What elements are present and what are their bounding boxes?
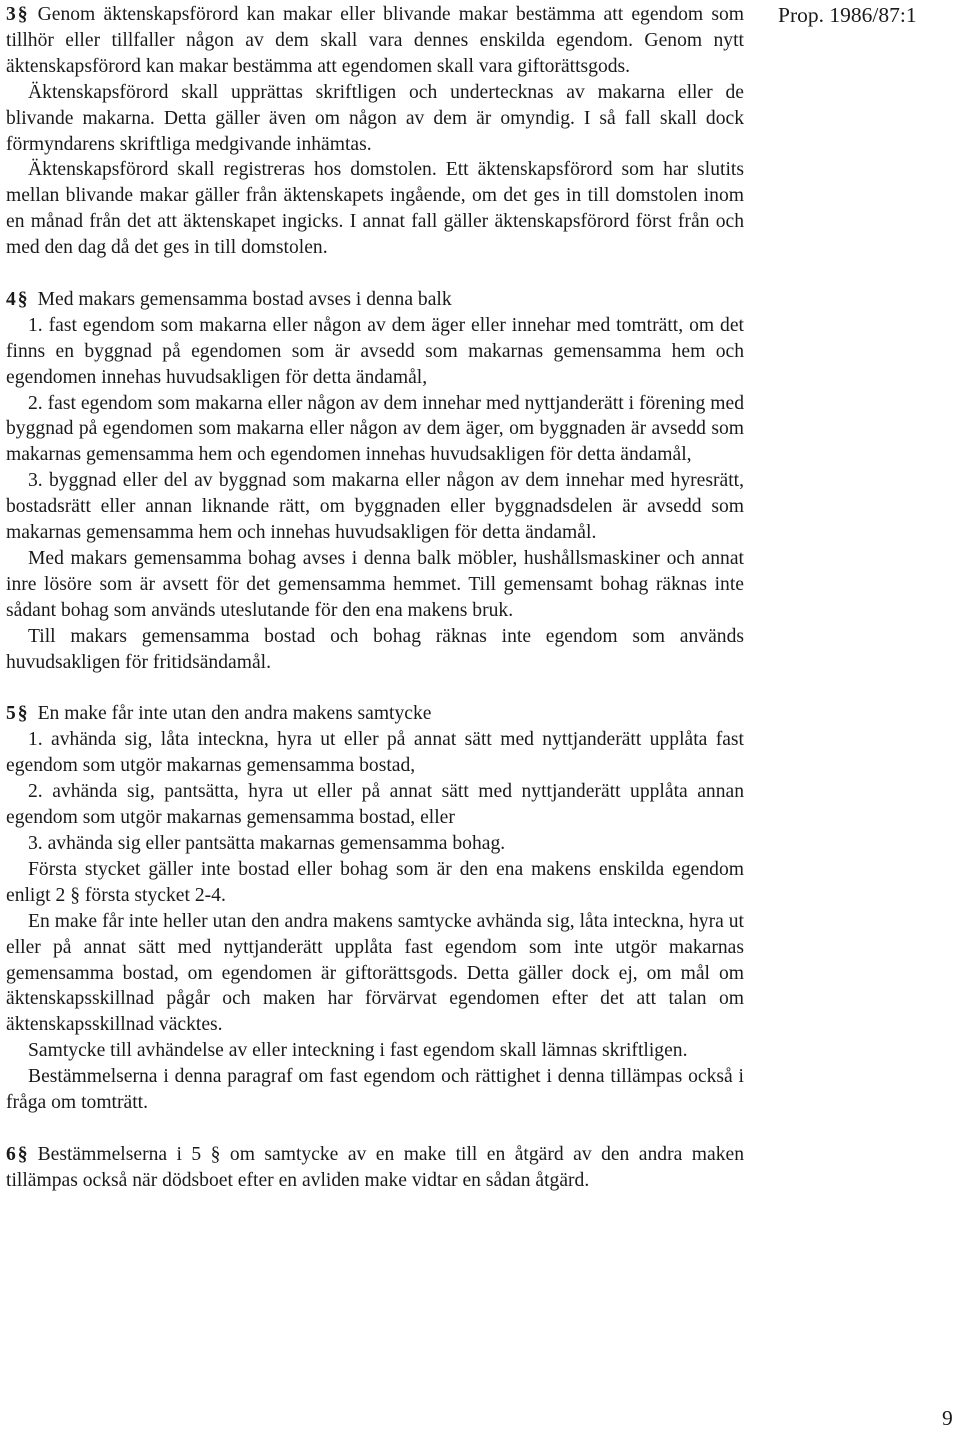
section-3-paragraph-3: Äktenskapsförord skall registreras hos domstolen. Ett äktenskapsförord som har slutits mellan blivande makar gäller från äktenskapets ingående, om det ges in till domstolen inom en månad från det att äktenskapet ingicks. I annat fall gäller äktenskapsförord först från och med den dag då det ges in till domstolen. [6, 159, 744, 259]
section-5-paragraph-2: Första stycket gäller inte bostad eller bohag som är den ena makens enskilda egendom enligt 2 § första stycket 2-4. [6, 858, 744, 906]
proposition-reference: Prop. 1986/87:1 [778, 3, 917, 27]
section-number: 3 [6, 4, 16, 25]
section-5 [6, 701, 744, 1116]
section-sign: § [17, 703, 28, 725]
section-4-paragraph-2: Med makars gemensamma bohag avses i denna balk möbler, hushållsmaskiner och annat inre lösöre som är avsett för det gemensamma hemmet. Till gemensamt bohag räknas inte sådant bohag som används uteslutande för den ena makens bruk. [6, 548, 744, 621]
section-heading-text: En make får inte utan den andra makens samtycke [37, 703, 432, 725]
paragraph-text: Bestämmelserna i 5 § om samtycke av en make till en åtgärd av den andra maken tillämpas också när dödsboet efter en avliden make vidtar en sådan åtgärd. [6, 1143, 744, 1191]
section-5-paragraph-5: Bestämmelserna i denna paragraf om fast egendom och rättighet i denna tillämpas också i fråga om tomträtt. [6, 1066, 744, 1114]
section-3 [6, 2, 744, 261]
section-sign: § [17, 1143, 28, 1165]
section-number: 5 [6, 703, 16, 725]
section-5-heading [6, 701, 744, 727]
section-sign: § [17, 4, 28, 25]
section-sign: § [17, 288, 28, 310]
section-number: 4 [6, 288, 16, 310]
paragraph-text: Genom äktenskapsförord kan makar eller blivande makar bestämma att egendom som tillhör eller tillfaller någon av dem skall vara dennes enskilda egendom. Genom nytt äktenskapsförord kan makar bestämma att egendomen skall vara giftorättsgods. [6, 4, 744, 77]
statute-text [6, 2, 744, 1194]
section-5-paragraph-4: Samtycke till avhändelse av eller inteckning i fast egendom skall lämnas skriftligen. [28, 1040, 688, 1062]
section-5-paragraph-3: En make får inte heller utan den andra makens samtycke avhända sig, låta inteckna, hyra ut eller på annat sätt med nyttjanderätt upplåta fast egendom som inte utgör makarnas gemensamma bostad, om egendomen är giftorättsgods. Detta gäller dock ej, om mål om äktenskapsskillnad pågår och maken har förvärvat egendomen efter det att talan om äktenskapsskillnad väcktes. [6, 910, 744, 1036]
section-4-item-1: 1. fast egendom som makarna eller någon av dem äger eller innehar med tomträtt, om det finns en byggnad på egendomen som är avsedd som makarnas gemensamma hem och egendomen innehas huvudsakligen för detta ändamål, [6, 314, 744, 388]
section-5-item-2: 2. avhända sig, pantsätta, hyra ut eller på annat sätt med nyttjanderätt upplåta annan egendom som utgör makarnas gemensamma bostad, eller [6, 781, 744, 829]
section-3-first-paragraph [6, 2, 744, 80]
section-4 [6, 287, 744, 676]
section-4-item-3: 3. byggnad eller del av byggnad som makarna eller någon av dem innehar med hyresrätt, bostadsrätt eller annan liknande rätt, om byggnaden eller byggnadsdelen är avsedd som makarnas gemensamma hem och innehas huvudsakligen för detta ändamål. [6, 470, 744, 544]
section-heading-text: Med makars gemensamma bostad avses i denna balk [37, 288, 452, 310]
section-5-item-1: 1. avhända sig, låta inteckna, hyra ut eller på annat sätt med nyttjanderätt upplåta fast egendom som utgör makarnas gemensamma bostad, [6, 729, 744, 777]
section-4-paragraph-3: Till makars gemensamma bostad och bohag räknas inte egendom som används huvudsakligen för fritidsändamål. [6, 625, 744, 673]
page-number: 9 [942, 1406, 953, 1430]
section-6-paragraph [6, 1142, 744, 1194]
section-5-item-3: 3. avhända sig eller pantsätta makarnas gemensamma bohag. [28, 832, 506, 854]
section-4-heading [6, 287, 744, 313]
section-4-item-2: 2. fast egendom som makarna eller någon av dem innehar med nyttjanderätt i förening med byggnad på egendomen som makarna eller någon av dem äger, om byggnaden är avsedd som makarnas gemensamma hem och egendomen innehas huvudsakligen för detta ändamål, [6, 392, 744, 466]
section-6 [6, 1142, 744, 1194]
section-3-paragraph-2: Äktenskapsförord skall upprättas skriftligen och undertecknas av makarna eller de blivande makarna. Detta gäller även om någon av dem är omyndig. I så fall skall dock förmyndarens skriftliga medgivande inhämtas. [6, 81, 744, 155]
section-number: 6 [6, 1143, 16, 1165]
